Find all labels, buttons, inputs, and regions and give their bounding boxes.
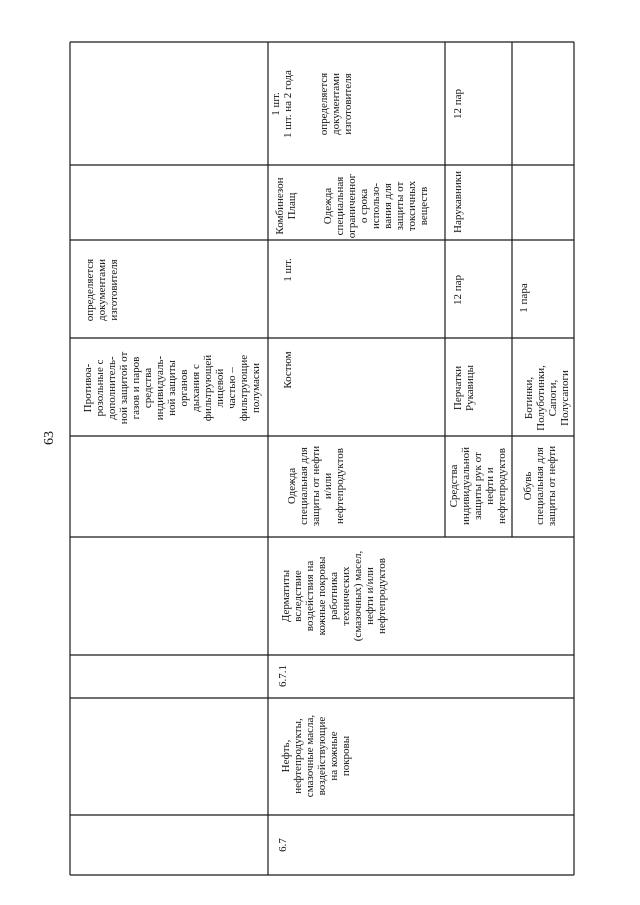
footwear-group: Обувь специальная для защиты от нефти — [522, 445, 558, 527]
clothing-replacement-norm: 1 шт. 1 шт. на 2 года определяется документами изготовителя — [270, 70, 354, 138]
page-number: 63 — [42, 431, 57, 445]
boots-item: Ботинки, Полуботинки, Сапоги, Полусапоги — [523, 365, 571, 431]
boots-norm: 1 пара — [518, 283, 530, 313]
subsection-code: 6.7.1 — [277, 665, 289, 687]
section-factor: Нефть, нефтепродукты, смазочные масла, воздействующие на кожные покровы — [280, 714, 352, 798]
clothing-group: Одежда специальная для защиты от нефти и/или нефтепродуктов — [286, 445, 346, 527]
sleeves-replacement-norm: 12 пар — [452, 88, 464, 120]
clothing-norm: 1 шт. — [282, 258, 294, 282]
section-code: 6.7 — [277, 838, 289, 852]
respirator-item: Противоа- розольные с дополнитель- ной защитой от газов и паров средства индивидуаль- ной защиты органов дыхания с фильтрующей лицевой частью – фильтрующие полумаски — [82, 351, 262, 425]
respirator-norm: определяется документами изготовителя — [84, 258, 120, 322]
gloves-item: Перчатки Рукавицы — [452, 364, 476, 412]
hand-protection-group: Средства индивидуальной защиты рук от нефти и нефтепродуктов — [448, 446, 508, 526]
sleeves-replacement: Нарукавники — [452, 171, 464, 233]
gloves-norm: 12 пар — [452, 274, 464, 306]
clothing-replacement: Комбинезон Плащ Одежда специальная ограниченног о срока использо- вания для защиты от токсичных веществ — [274, 173, 430, 239]
clothing-item: Костюм — [282, 351, 294, 389]
subsection-factor: Дерматиты вследствие воздействия на кожные покровы работника технических (смазочных) масел, нефти и/или нефтепродуктов — [280, 550, 388, 642]
